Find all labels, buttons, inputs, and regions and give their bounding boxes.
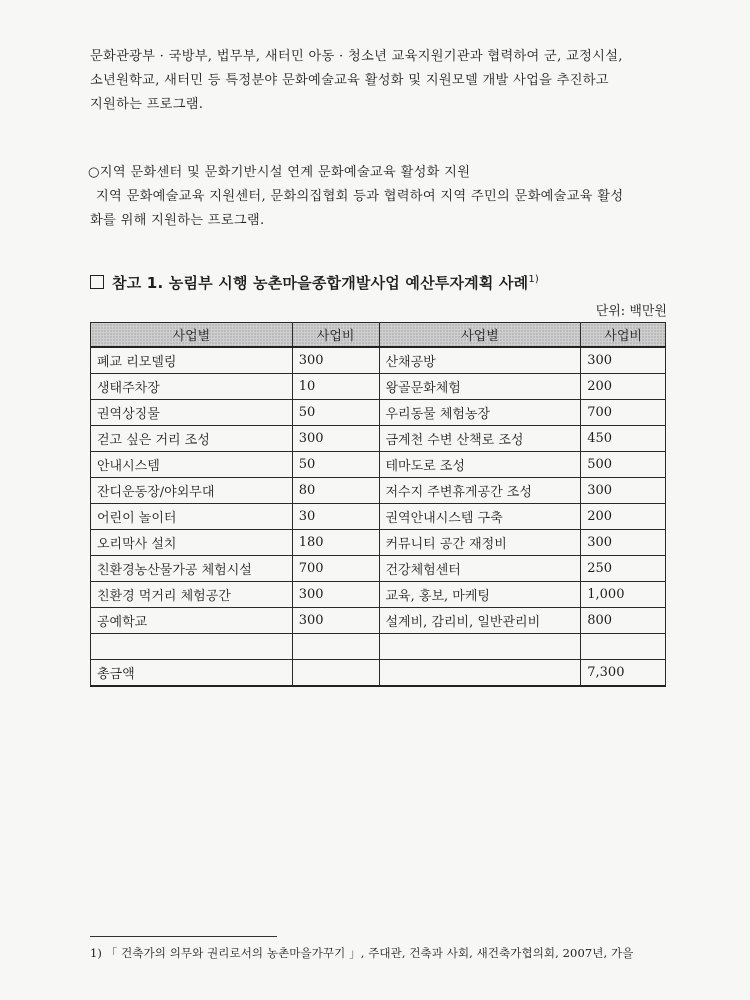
checkbox-square-icon (90, 275, 104, 289)
total-label: 총금액 (91, 660, 293, 687)
table-cell: 안내시스템 (91, 452, 293, 478)
para1-line-2: 소년원학교, 새터민 등 특정분야 문화예술교육 활성화 및 지원모델 개발 사업을 추진하고 (90, 73, 609, 88)
para2-line-2: 화를 위해 지원하는 프로그램. (90, 213, 265, 228)
table-cell: 300 (292, 608, 379, 634)
table-cell: 산채공방 (379, 347, 581, 374)
table-row (91, 452, 666, 478)
footnote-divider (90, 936, 277, 937)
para1-line-3: 지원하는 프로그램. (90, 97, 204, 112)
table-cell: 800 (581, 608, 666, 634)
table-row (91, 478, 666, 504)
table-cell: 30 (292, 504, 379, 530)
para2-line-1: 지역 문화예술교육 지원센터, 문화의집협회 등과 협력하여 지역 주민의 문화예술교육 활성 (96, 189, 624, 204)
intro-paragraph-2 (90, 185, 682, 233)
table-cell: 어린이 놀이터 (91, 504, 293, 530)
table-cell (292, 660, 379, 687)
table-cell: 우리동물 체험농장 (379, 400, 581, 426)
table-row (91, 400, 666, 426)
table-cell: 왕골문화체험 (379, 374, 581, 400)
table-cell: 300 (581, 478, 666, 504)
table-cell: 커뮤니티 공간 재정비 (379, 530, 581, 556)
table-cell: 금계천 수변 산책로 조성 (379, 426, 581, 452)
section-title (90, 272, 539, 293)
table-cell: 50 (292, 400, 379, 426)
table-cell: 생태주차장 (91, 374, 293, 400)
table-cell: 교육, 홍보, 마케팅 (379, 582, 581, 608)
budget-table (90, 322, 666, 687)
table-cell: 80 (292, 478, 379, 504)
para1-line-1: 문화관광부 · 국방부, 법무부, 새터민 아동 · 청소년 교육지원기관과 협력하여 군, 교정시설, (90, 49, 623, 64)
total-row (91, 660, 666, 687)
table-cell: 300 (292, 426, 379, 452)
footnote: 1) 「 건축가의 의무와 권리로서의 농촌마을가꾸기 」, 주대관, 건축과 사회, 새건축가협의회, 2007년, 가을 (90, 946, 634, 960)
table-row (91, 634, 666, 660)
table-row (91, 582, 666, 608)
table-row (91, 426, 666, 452)
table-cell (91, 634, 293, 660)
table-cell: 250 (581, 556, 666, 582)
table-cell: 500 (581, 452, 666, 478)
header-project-left: 사업별 (91, 323, 293, 348)
table-cell: 300 (581, 530, 666, 556)
table-cell (581, 634, 666, 660)
table-cell (379, 634, 581, 660)
table-cell: 300 (292, 347, 379, 374)
table-cell: 설계비, 감리비, 일반관리비 (379, 608, 581, 634)
table-cell: 오리막사 설치 (91, 530, 293, 556)
table-cell: 공예학교 (91, 608, 293, 634)
table-cell: 300 (581, 347, 666, 374)
table-cell: 권역상징물 (91, 400, 293, 426)
header-cost-right: 사업비 (581, 323, 666, 348)
table-cell: 1,000 (581, 582, 666, 608)
footnote-reference: 1) (528, 274, 539, 285)
table-row (91, 530, 666, 556)
table-cell: 200 (581, 504, 666, 530)
table-cell: 180 (292, 530, 379, 556)
section-title-text: 참고 1. 농림부 시행 농촌마을종합개발사업 예산투자계획 사례 (112, 274, 529, 292)
table-cell: 10 (292, 374, 379, 400)
unit-label: 단위: 백만원 (595, 304, 667, 319)
table-cell: 700 (292, 556, 379, 582)
header-project-right: 사업별 (379, 323, 581, 348)
table-cell: 친환경농산물가공 체험시설 (91, 556, 293, 582)
para2-heading: ○지역 문화센터 및 문화기반시설 연계 문화예술교육 활성화 지원 (88, 165, 471, 180)
table-cell: 300 (292, 582, 379, 608)
table-row (91, 504, 666, 530)
table-cell (379, 660, 581, 687)
table-cell: 50 (292, 452, 379, 478)
table-row (91, 347, 666, 374)
table-cell: 잔디운동장/야외무대 (91, 478, 293, 504)
table-row (91, 374, 666, 400)
table-cell: 걷고 싶은 거리 조성 (91, 426, 293, 452)
table-cell: 폐교 리모델링 (91, 347, 293, 374)
header-cost-left: 사업비 (292, 323, 379, 348)
table-cell: 건강체험센터 (379, 556, 581, 582)
table-header-row (91, 323, 666, 348)
table-cell: 700 (581, 400, 666, 426)
intro-paragraph-1 (90, 45, 682, 117)
table-cell (292, 634, 379, 660)
table-cell: 친환경 먹거리 체험공간 (91, 582, 293, 608)
table-row (91, 608, 666, 634)
table-cell: 저수지 주변휴게공간 조성 (379, 478, 581, 504)
total-value: 7,300 (581, 660, 666, 687)
table-cell: 450 (581, 426, 666, 452)
table-cell: 권역안내시스템 구축 (379, 504, 581, 530)
table-row (91, 556, 666, 582)
table-cell: 200 (581, 374, 666, 400)
table-cell: 테마도로 조성 (379, 452, 581, 478)
